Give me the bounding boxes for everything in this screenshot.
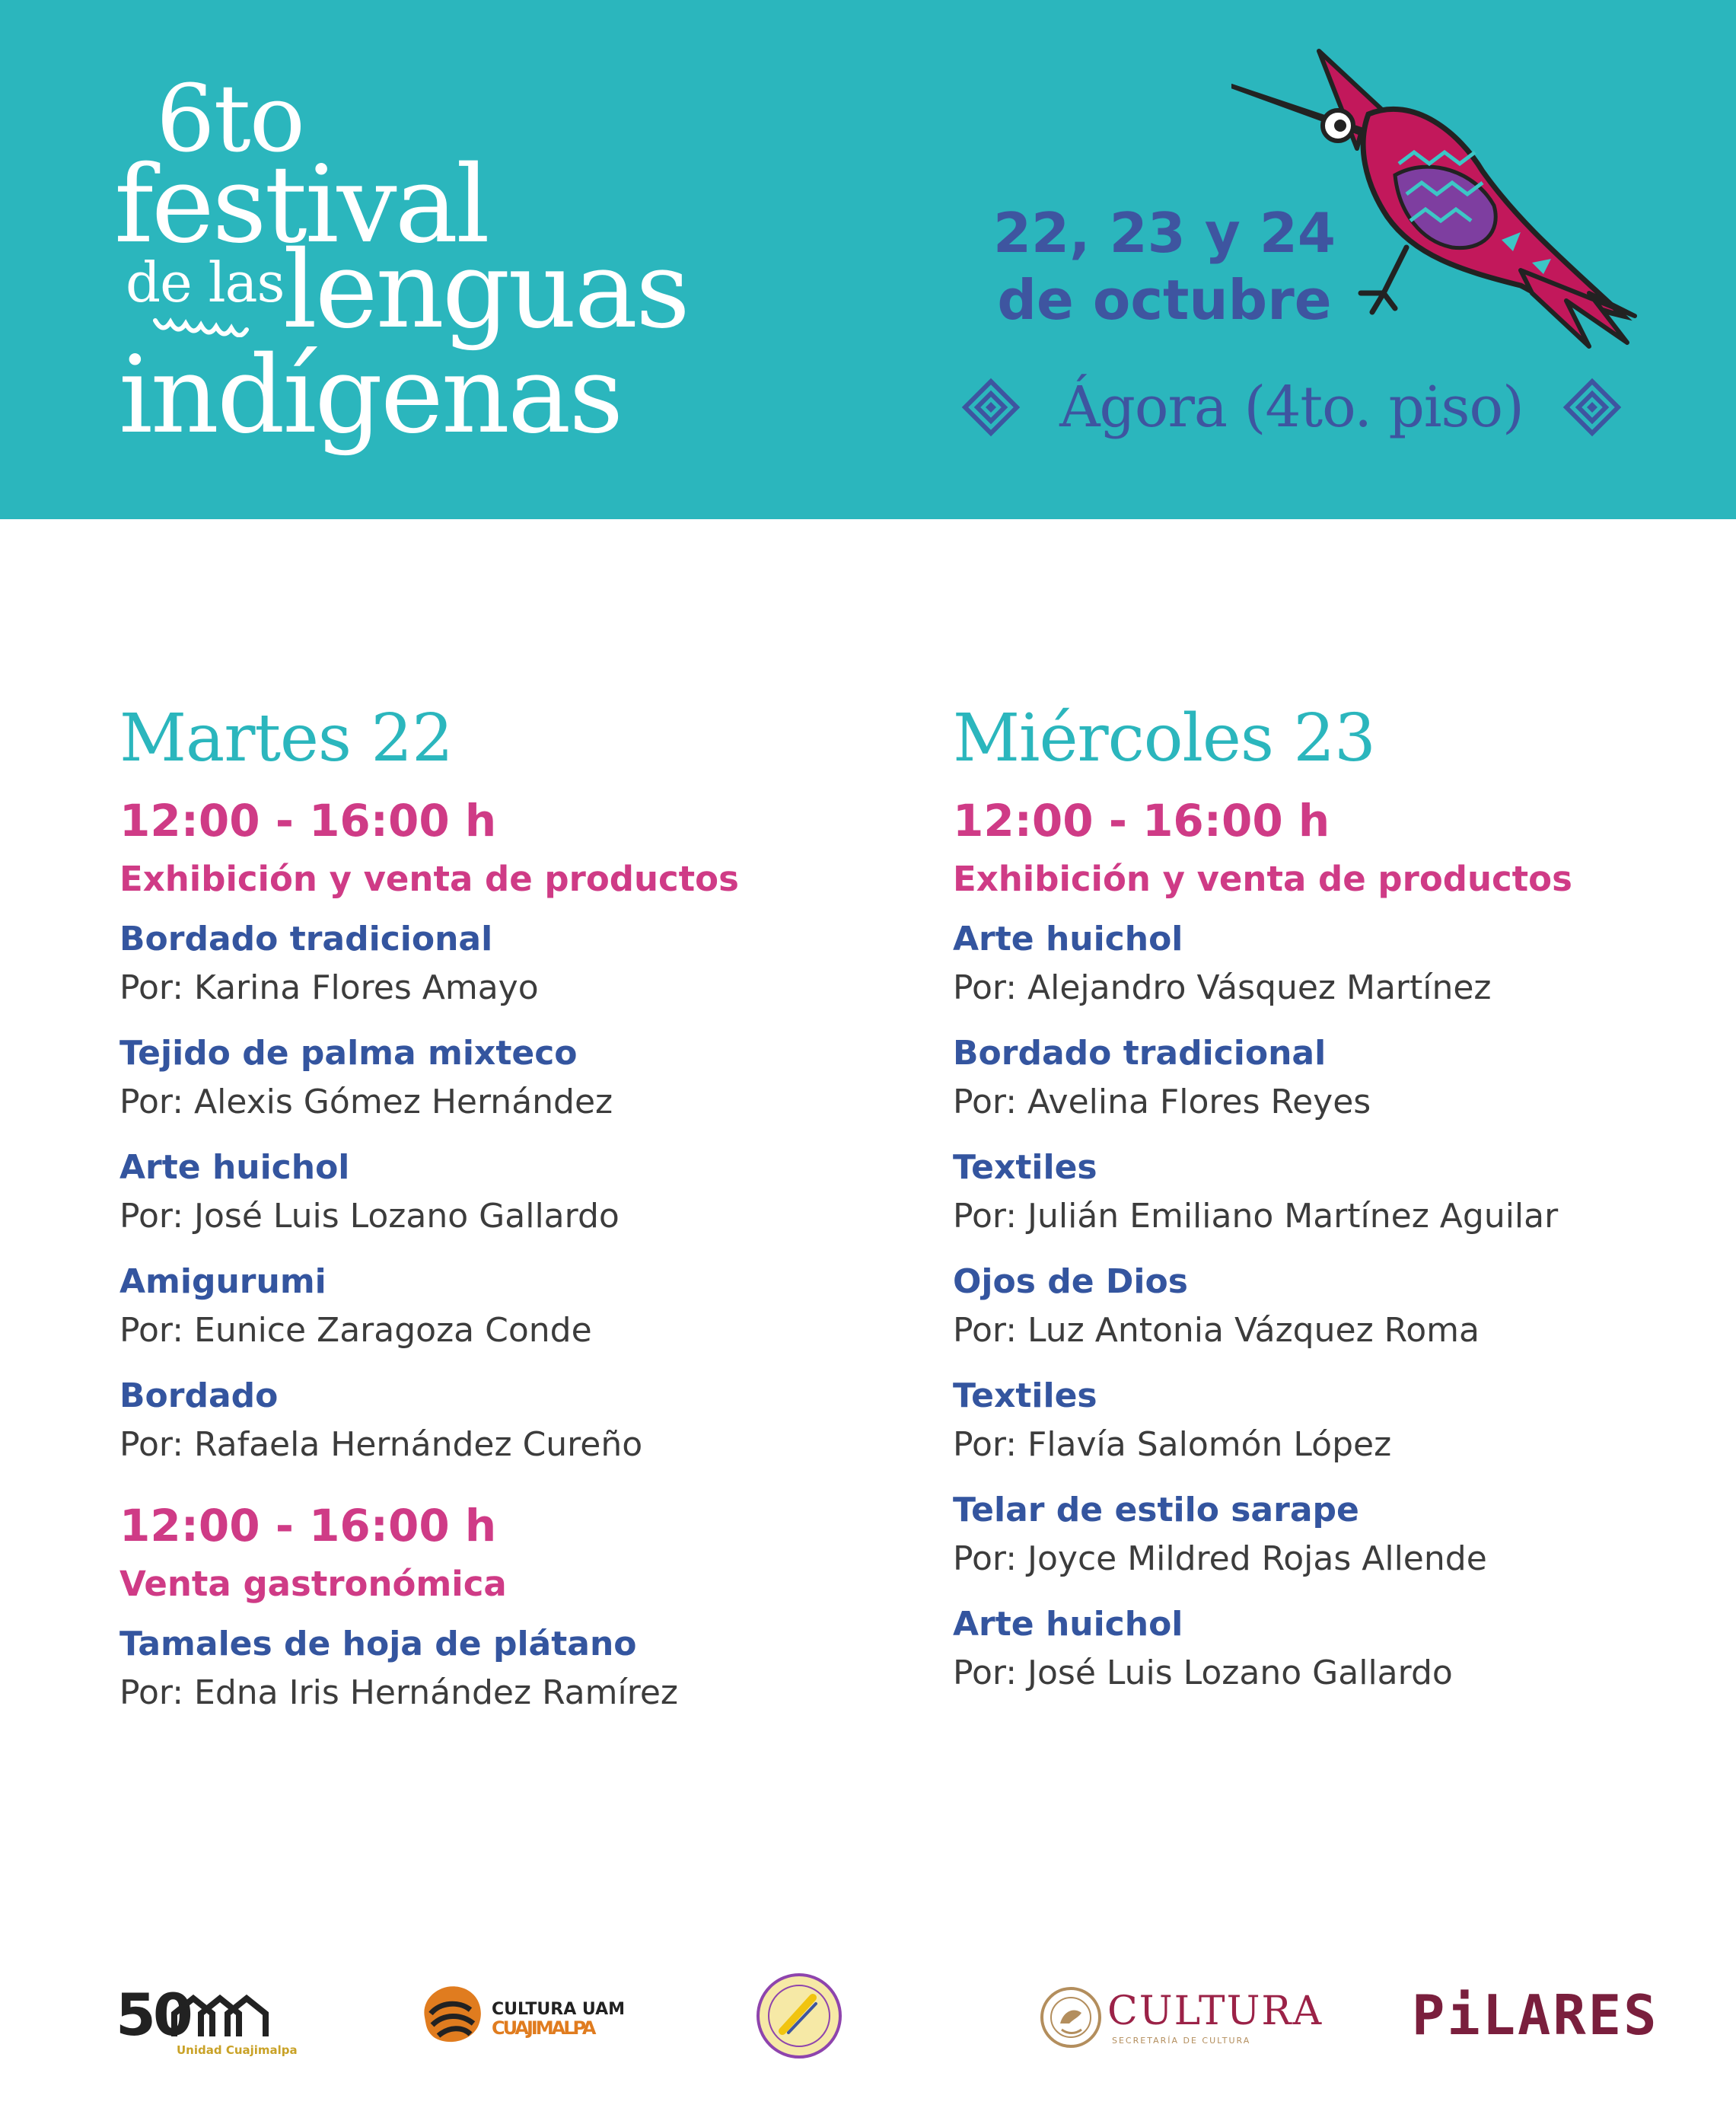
item-artisan: Por: Joyce Mildred Rojas Allende [953,1539,1487,1578]
item-artisan: Por: Rafaela Hernández Cureño [119,1425,643,1464]
item-artisan: Por: Alexis Gómez Hernández [119,1083,613,1121]
list-item [119,1032,888,1129]
item-artisan: Por: Julián Emiliano Martínez Aguilar [953,1197,1559,1236]
festival-seal-logo [753,1970,845,2062]
item-artisan: Por: José Luis Lozano Gallardo [953,1654,1453,1692]
festival-seal-icon [753,1970,845,2062]
uam-50-logo [116,1981,298,2057]
list-item [953,1603,1722,1700]
day-column-wednesday [953,697,1722,1717]
time-range: 12:00 - 16:00 h [119,1500,497,1552]
title-line-4: indígenas [119,333,622,458]
item-name: Bordado [119,1376,279,1415]
diamond-ornament-icon [960,377,1021,438]
item-name: Arte huichol [953,1605,1183,1644]
category-label: Exhibición y venta de productos [953,859,1572,899]
item-name: Bordado tradicional [119,920,493,958]
schedule-section [119,794,888,1472]
uam-50-mark: 50 [116,1981,190,2049]
time-range: 12:00 - 16:00 h [953,795,1330,847]
item-name: Bordado tradicional [953,1034,1327,1073]
category-label: Venta gastronómica [119,1564,507,1604]
cultura-uam-logo [417,1979,625,2048]
cultura-wordmark: CULTURA [1107,1988,1324,2034]
item-artisan: Por: Karina Flores Amayo [119,968,539,1007]
cultura-uam-line2: CUAJIMALPA [492,2017,594,2039]
day-heading: Martes 22 [119,700,453,777]
list-item [119,1260,888,1357]
list-item [953,1146,1722,1243]
pilares-logo: PiLARES [1412,1983,1659,2047]
list-item [119,917,888,1015]
title-line-2: festival [114,143,488,267]
uam-arches-icon [170,1995,269,2040]
item-name: Arte huichol [119,1148,350,1187]
list-item [953,1032,1722,1129]
item-name: Arte huichol [953,920,1183,958]
diamond-ornament-icon [1562,377,1623,438]
header-banner [0,0,1736,519]
item-name: Textiles [953,1376,1097,1415]
item-artisan: Por: Eunice Zaragoza Conde [119,1311,592,1350]
list-item [119,1622,888,1720]
list-item [953,917,1722,1015]
dates-line-2: de octubre [997,268,1332,332]
category-label: Exhibición y venta de productos [119,859,739,899]
title-line-1: 6to [156,65,304,173]
mexico-coat-of-arms-icon [1039,1981,1103,2054]
list-item [119,1374,888,1472]
cultura-subtitle: SECRETARÍA DE CULTURA [1112,2036,1251,2046]
item-name: Tamales de hoja de plátano [119,1625,637,1663]
secretaria-cultura-logo [1039,1981,1324,2057]
list-item [953,1260,1722,1357]
item-artisan: Por: Flavía Salomón López [953,1425,1392,1464]
item-name: Amigurumi [119,1262,326,1301]
list-item [119,1146,888,1243]
day-column-tuesday [119,697,888,1736]
bird-illustration-icon [1231,42,1642,377]
time-range: 12:00 - 16:00 h [119,795,497,847]
item-name: Tejido de palma mixteco [119,1034,578,1073]
title-line-3a: de las [126,250,285,314]
title-line-3b: lenguas [283,228,688,352]
item-artisan: Por: José Luis Lozano Gallardo [119,1197,620,1236]
item-artisan: Por: Avelina Flores Reyes [953,1083,1371,1121]
uam-unit-label: Unidad Cuajimalpa [177,2043,298,2057]
item-artisan: Por: Edna Iris Hernández Ramírez [119,1673,679,1712]
cultura-uam-line1: CULTURA UAM [492,2000,625,2019]
list-item [953,1374,1722,1472]
cultura-uam-emblem-icon [417,1979,487,2048]
day-heading: Miércoles 23 [953,700,1375,777]
schedule-section [953,794,1722,1700]
schedule-section [119,1499,888,1720]
item-name: Textiles [953,1148,1097,1187]
item-artisan: Por: Luz Antonia Vázquez Roma [953,1311,1480,1350]
item-name: Telar de estilo sarape [953,1491,1359,1529]
item-artisan: Por: Alejandro Vásquez Martínez [953,968,1492,1007]
list-item [953,1488,1722,1586]
venue-name: Ágora (4to. piso) [1059,375,1524,440]
sponsor-logos [0,1957,1736,2063]
item-name: Ojos de Dios [953,1262,1188,1301]
venue-line [960,369,1623,445]
dates-line-1: 22, 23 y 24 [992,201,1336,265]
